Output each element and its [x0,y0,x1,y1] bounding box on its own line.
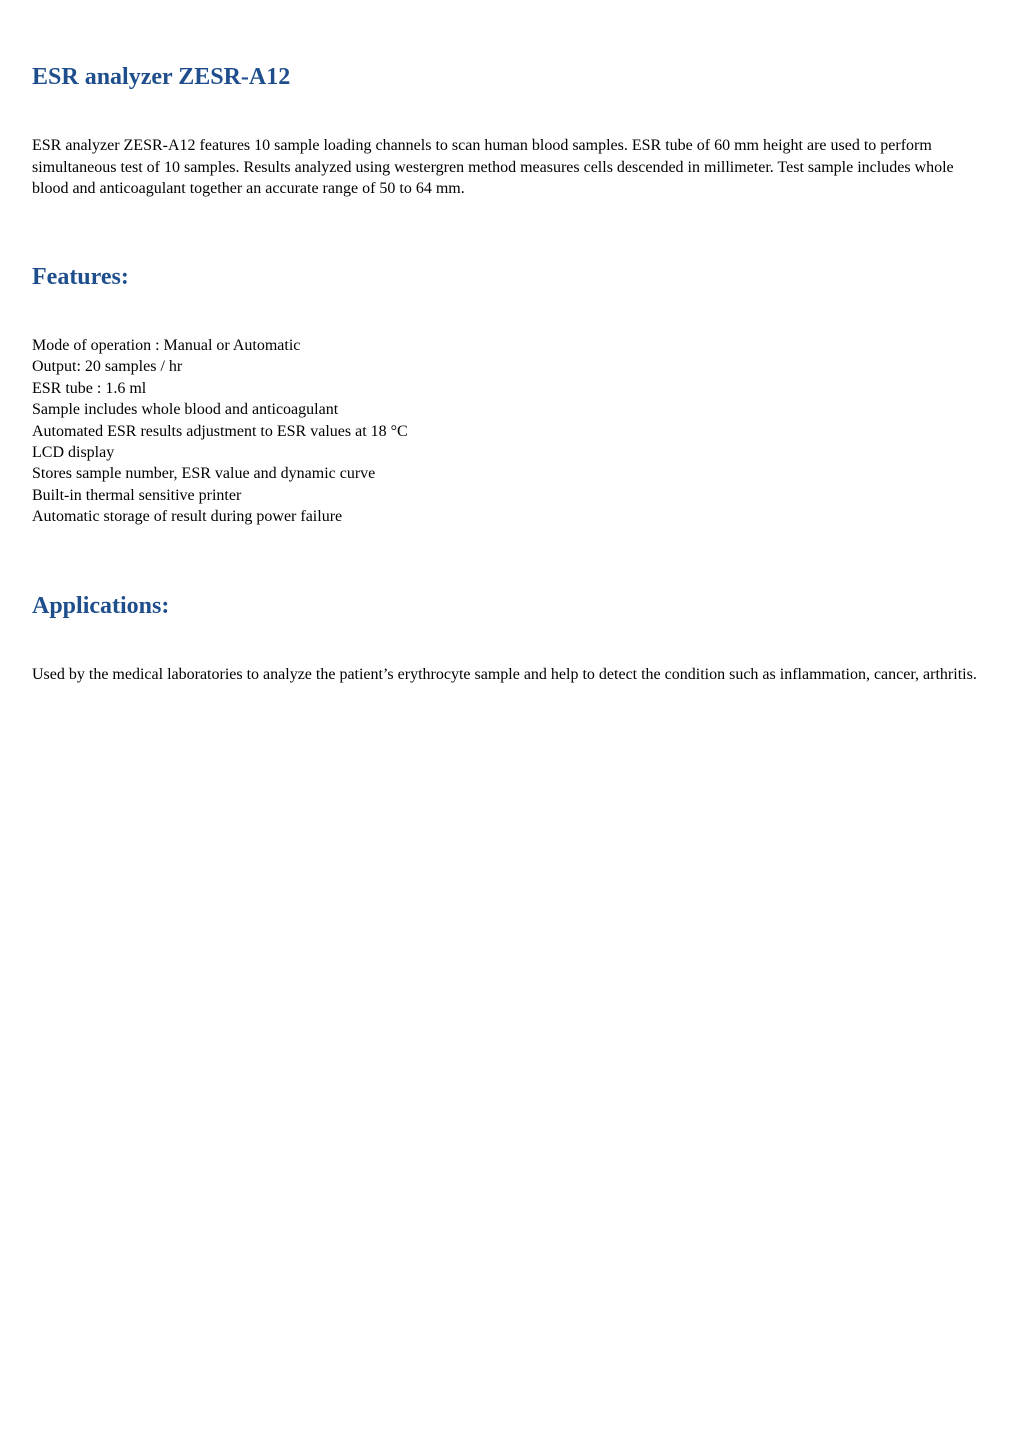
feature-item: Stores sample number, ESR value and dynamic curve [32,465,376,483]
feature-item: Mode of operation : Manual or Automatic [32,337,301,354]
intro-paragraph: ESR analyzer ZESR-A12 features 10 sample loading channels to scan human blood samples. ESR tube of 60 mm height are used to perform simultaneous test of 10 samples. Results analyzed using westergren method measures cells descended in millimeter. Test sample includes whole blood and anticoagulant together an accurate range of 50 to 64 mm. [32,137,954,197]
applications-paragraph: Used by the medical laboratories to analyze the patient’s erythrocyte sample and help to detect the condition such as inflammation, cancer, arthritis. [32,666,977,683]
feature-item: ESR tube : 1.6 ml [32,379,147,397]
feature-item: Sample includes whole blood and anticoagulant [32,401,339,419]
feature-item: Built-in thermal sensitive printer [32,486,242,504]
document-title: ESR analyzer ZESR-A12 [32,64,291,90]
features-list [32,335,408,528]
feature-item: Automatic storage of result during power failure [32,508,343,526]
feature-item: Output: 20 samples / hr [32,358,183,376]
feature-item: LCD display [32,444,115,462]
applications-heading: Applications: [32,593,170,619]
features-heading: Features: [32,264,129,290]
feature-item: Automated ESR results adjustment to ESR values at 18 °C [32,422,408,440]
